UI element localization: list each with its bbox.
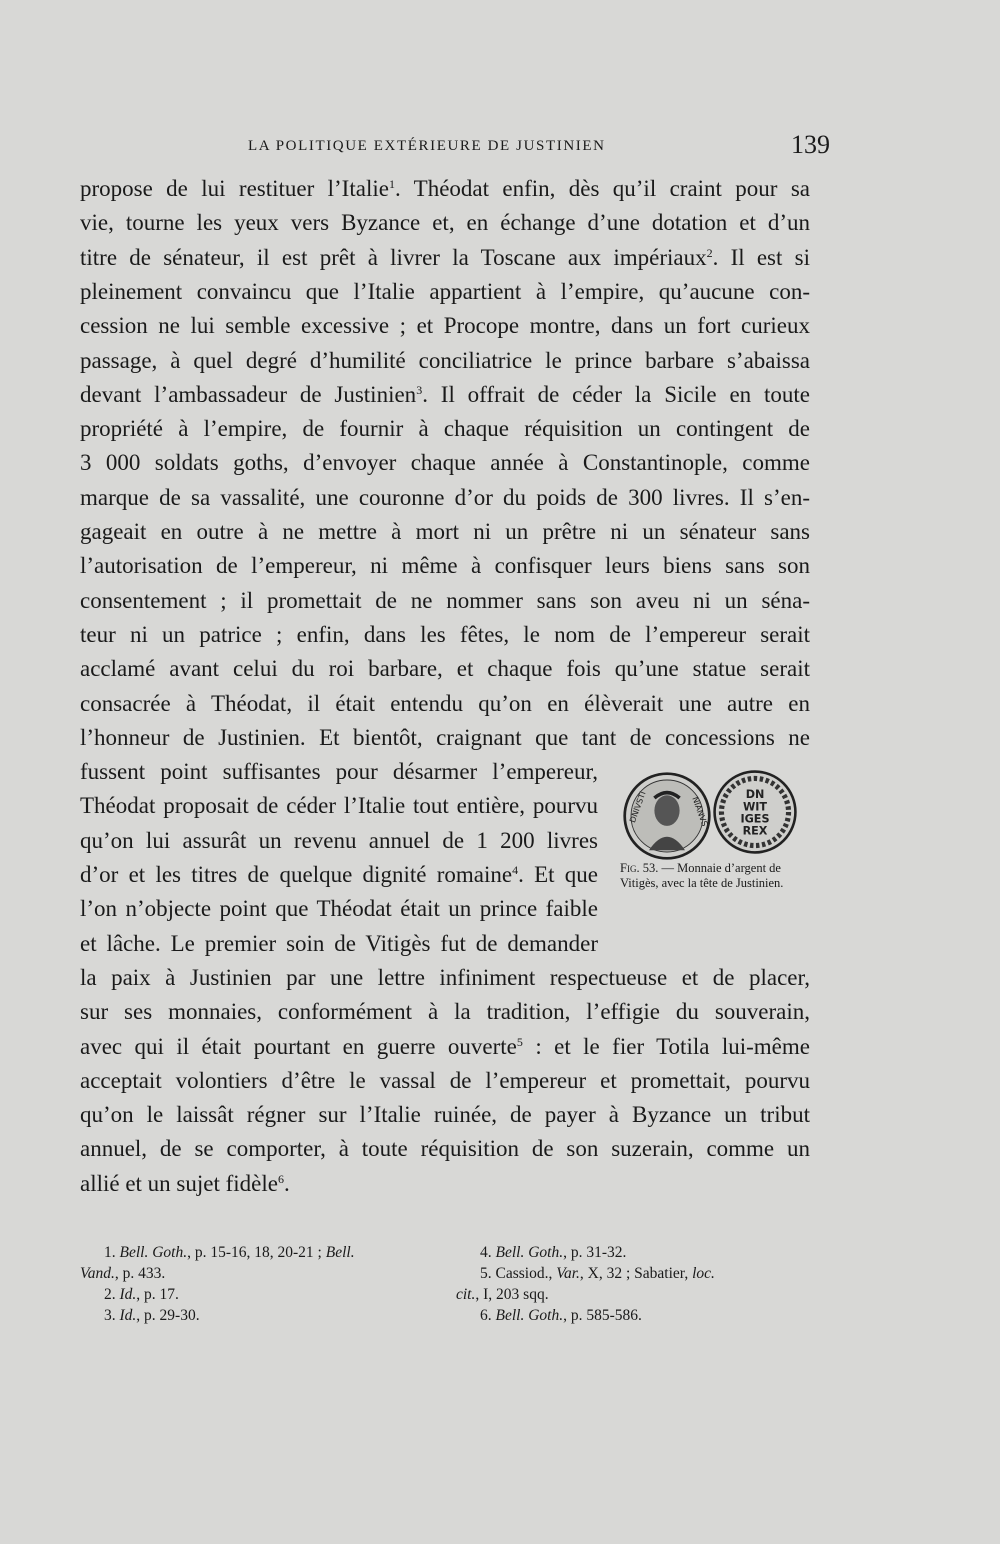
footnote-text: , p. 433. — [114, 1265, 166, 1282]
body-line-text: qu’on lui assurât un revenu annuel de 1 200 livres — [80, 827, 598, 853]
body-line-text: : et le fier Totila lui-même — [522, 1033, 810, 1059]
body-line-text: 3 000 soldats goths, d’envoyer chaque année à Constantinople, comme — [80, 450, 810, 476]
footnote — [104, 1242, 434, 1263]
body-line — [80, 961, 810, 995]
body-line — [80, 378, 810, 412]
body-line-text: allié et un sujet fidèle — [80, 1170, 278, 1196]
body-line-text: pleinement convaincu que l’Italie appartient à l’empire, qu’aucune con- — [80, 278, 810, 304]
footnote — [480, 1263, 810, 1284]
body-line — [80, 721, 810, 755]
coin-reverse-image — [712, 769, 798, 855]
footnote-text: Bell. Goth. — [119, 1244, 188, 1261]
footnote-text: cit. — [456, 1286, 476, 1303]
body-line — [80, 446, 810, 480]
footnote-text: Var. — [556, 1265, 580, 1282]
body-line-text: l’autorisation de l’empereur, ni même à confisquer leurs biens sans son — [80, 553, 810, 579]
body-line — [80, 309, 810, 343]
footnote — [104, 1305, 434, 1326]
footnote-text: , p. 17. — [136, 1286, 179, 1303]
footnote-text: , X, 32 ; Sabatier, — [579, 1265, 693, 1282]
body-line-text: l’on n’objecte point que Théodat était un prince faible — [80, 896, 598, 922]
body-line-text: qu’on le laissât régner sur l’Italie ruinée, de payer à Byzance un tribut — [80, 1102, 810, 1128]
body-line-text: devant l’ambassadeur de Justinien — [80, 381, 417, 407]
footnote-text: , p. 15-16, 18, 20-21 ; — [187, 1244, 326, 1261]
body-line — [80, 652, 810, 686]
coin-reverse-line-3: IGES — [740, 812, 770, 826]
footnote-text: Id. — [119, 1286, 137, 1303]
body-line — [80, 755, 598, 789]
footnote-ref: 2 — [706, 245, 713, 260]
page-number: 139 — [791, 130, 830, 159]
footnote-ref: 5 — [516, 1034, 523, 1049]
body-line-text: cession ne lui semble excessive ; et Procope montre, dans un fort curieux — [80, 313, 810, 339]
body-line — [80, 241, 810, 275]
body-line-text: acclamé avant celui du roi barbare, et chaque fois qu’une statue serait — [80, 656, 810, 682]
coin-reverse-line-2: WIT — [742, 800, 768, 814]
body-line-text: propriété à l’empire, de fournir à chaque réquisition un contingent de — [80, 416, 810, 442]
footnote-text: Vand. — [80, 1265, 115, 1282]
body-line-text: . Et que — [518, 862, 598, 887]
body-line-text: marque de sa vassalité, une couronne d’or du poids de 300 livres. Il s’en- — [80, 484, 810, 510]
body-line-text: acceptait volontiers d’être le vassal de l’empereur et promettait, pourvu — [80, 1067, 810, 1093]
body-line — [80, 927, 598, 961]
footnote-number: 2. — [104, 1286, 116, 1303]
body-line-text: avec qui il était pourtant en guerre ouverte — [80, 1033, 517, 1059]
footnote-number: 3. — [104, 1307, 116, 1324]
footnote-text: Cassiod., — [495, 1265, 557, 1282]
footnote-text: Bell. Goth. — [495, 1244, 564, 1261]
footnote-number: 6. — [480, 1307, 492, 1324]
svg-text:DNIVSTI: DNIVSTI — [627, 789, 648, 824]
page-header — [80, 130, 830, 160]
footnote-number: 5. — [480, 1265, 492, 1282]
body-line-text: teur ni un patrice ; enfin, dans les fêtes, le nom de l’empereur serait — [80, 621, 810, 647]
body-line-text: annuel, de se comporter, à toute réquisition de son suzerain, comme un — [80, 1136, 810, 1162]
body-line-text: . Il offrait de céder la Sicile en toute — [422, 381, 810, 407]
body-line — [80, 1098, 810, 1132]
body-line — [80, 275, 810, 309]
running-head: LA POLITIQUE EXTÉRIEURE DE JUSTINIEN — [248, 138, 606, 154]
footnote-number: 1. — [104, 1244, 116, 1261]
body-line-text: et lâche. Le premier soin de Vitigès fut de demander — [80, 930, 598, 956]
body-line — [80, 687, 810, 721]
body-line — [80, 1167, 810, 1201]
body-line-text: l’honneur de Justinien. Et bientôt, craignant que tant de concessions ne — [80, 724, 810, 750]
body-line — [80, 824, 598, 858]
body-line — [80, 412, 810, 446]
footnote-text: loc. — [692, 1265, 715, 1282]
footnote — [104, 1284, 434, 1305]
footnote-text: , p. 29-30. — [136, 1307, 200, 1324]
body-line — [80, 172, 810, 206]
body-line-text: passage, à quel degré d’humilité conciliatrice le prince barbare s’abaissa — [80, 347, 810, 373]
footnote-text: Bell. Goth. — [495, 1307, 564, 1324]
footnotes-right-column — [456, 1242, 810, 1326]
footnote-text: Bell. — [325, 1244, 355, 1261]
body-line-text: . Il est si — [712, 244, 810, 270]
body-line-text: gageait en outre à ne mettre à mort ni un prêtre ni un sénateur sans — [80, 519, 810, 544]
body-line-text: vie, tourne les yeux vers Byzance et, en échange d’une dotation et d’un — [80, 210, 810, 236]
body-line-text: . Théodat enfin, dès qu’il craint pour sa — [394, 176, 810, 201]
body-line — [80, 858, 598, 892]
body-line — [80, 995, 810, 1029]
body-line-text: la paix à Justinien par une lettre infiniment respectueuse et de placer, — [80, 964, 810, 990]
body-line — [80, 549, 810, 583]
footnote — [480, 1305, 810, 1326]
body-line — [80, 1030, 810, 1064]
coin-reverse-line-1: DN — [745, 788, 765, 802]
svg-text:NIANVS: NIANVS — [690, 795, 711, 828]
footnote — [480, 1242, 810, 1263]
body-line-text: propose de lui restituer l’Italie — [80, 176, 389, 201]
body-line-text: . — [283, 1170, 290, 1196]
figure-caption — [620, 861, 815, 891]
footnote-ref: 4 — [512, 863, 519, 877]
body-line — [80, 344, 810, 378]
body-line-text: sur ses monnaies, conformément à la tradition, l’effigie du souverain, — [80, 999, 810, 1025]
footnote-ref: 1 — [388, 177, 395, 191]
body-line-text: Théodat proposait de céder l’Italie tout entière, pourvu — [80, 793, 598, 819]
body-line — [80, 206, 810, 240]
body-line — [80, 892, 598, 926]
coin-reverse-line-4: REX — [742, 824, 768, 838]
footnote-ref: 3 — [416, 382, 423, 397]
coin-figure — [608, 765, 813, 925]
body-line-text: fussent point suffisantes pour désarmer l’empereur, — [80, 759, 598, 785]
footnote-text: Id. — [119, 1307, 137, 1324]
footnote-text: , I, 203 sqq. — [475, 1286, 549, 1303]
body-line — [80, 584, 810, 618]
body-line — [80, 1064, 810, 1098]
figure-label: Fig. 53. — [620, 861, 659, 875]
footnote-number: 4. — [480, 1244, 492, 1261]
body-line — [80, 789, 598, 823]
footnotes-left-column — [80, 1242, 434, 1326]
footnote — [80, 1263, 434, 1284]
footnote-ref: 6 — [277, 1171, 284, 1186]
coin-obverse-image — [622, 771, 712, 861]
footnote — [456, 1284, 810, 1305]
footnote-text: , p. 585-586. — [563, 1307, 642, 1324]
body-line — [80, 515, 810, 549]
body-line-text: titre de sénateur, il est prêt à livrer la Toscane aux impériaux — [80, 244, 707, 270]
body-line-text: d’or et les titres de quelque dignité romaine — [80, 862, 513, 887]
body-line-text: consacrée à Théodat, il était entendu qu’on en élèverait une autre en — [80, 690, 810, 716]
body-line-text: consentement ; il promettait de ne nommer sans son aveu ni un séna- — [80, 587, 810, 613]
figure-caption-text: — Monnaie d’argent de Vitigès, avec la tête de Justinien. — [620, 861, 784, 890]
body-line — [80, 481, 810, 515]
body-line — [80, 618, 810, 652]
body-line — [80, 1132, 810, 1166]
footnote-text: , p. 31-32. — [563, 1244, 627, 1261]
